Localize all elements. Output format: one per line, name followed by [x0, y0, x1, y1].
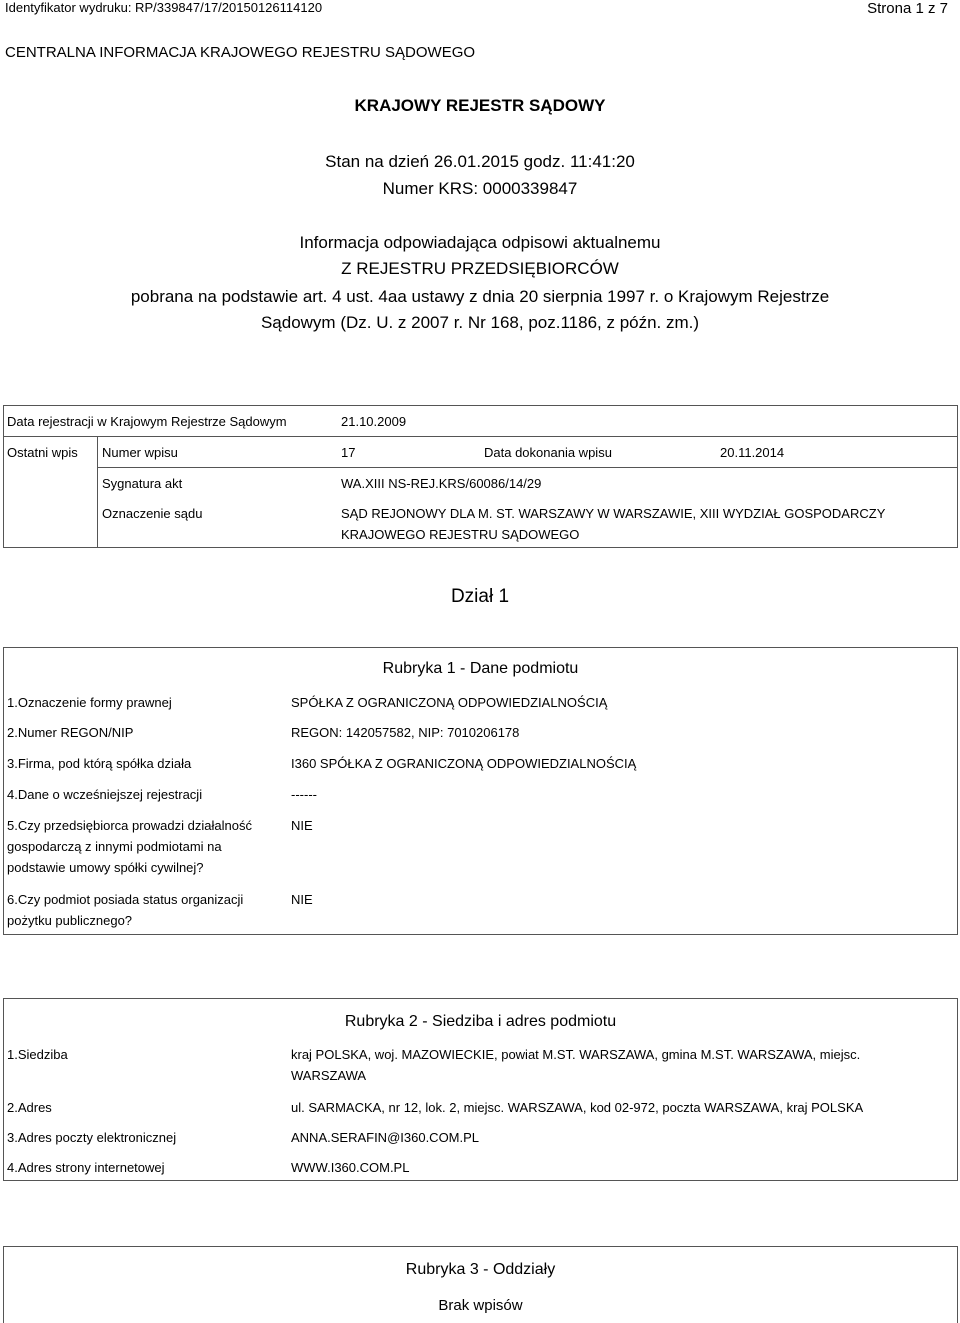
- regon-nip-value: REGON: 142057582, NIP: 7010206178: [291, 725, 520, 740]
- previous-registration-label: 4.Dane o wcześniejszej rejestracji: [7, 787, 203, 802]
- legal-basis-line-1: pobrana na podstawie art. 4 ust. 4aa ustawy z dnia 20 sierpnia 1997 r. o Krajowym Rejestrze: [130, 287, 830, 306]
- seat-value-line-2: WARSZAWA: [291, 1068, 367, 1083]
- entry-divider: [97, 467, 958, 468]
- email-value: ANNA.SERAFIN@I360.COM.PL: [291, 1130, 480, 1145]
- civil-partnership-label-line-1: 5.Czy przedsiębiorca prowadzi działalność: [7, 818, 252, 833]
- seat-label: 1.Siedziba: [7, 1047, 68, 1062]
- entry-number-value: 17: [341, 445, 356, 460]
- no-entries-text: Brak wpisów: [438, 1297, 523, 1314]
- info-line-2: Z REJESTRU PRZEDSIĘBIORCÓW: [341, 259, 619, 278]
- registration-date-label: Data rejestracji w Krajowym Rejestrze Sądowym: [7, 414, 287, 429]
- state-date: Stan na dzień 26.01.2015 godz. 11:41:20: [325, 152, 635, 171]
- registration-date-value: 21.10.2009: [341, 414, 407, 429]
- court-value-line-2: KRAJOWEGO REJESTRU SĄDOWEGO: [341, 527, 580, 542]
- rubryka-1-title: Rubryka 1 - Dane podmiotu: [382, 660, 579, 677]
- address-label: 2.Adres: [7, 1100, 52, 1115]
- file-signature-value: WA.XIII NS-REJ.KRS/60086/14/29: [341, 476, 542, 491]
- rubryka-2-title: Rubryka 2 - Siedziba i adres podmiotu: [344, 1013, 617, 1030]
- registry-title: KRAJOWY REJESTR SĄDOWY: [354, 96, 606, 115]
- page-number: Strona 1 z 7: [867, 0, 948, 17]
- legal-form-label: 1.Oznaczenie formy prawnej: [7, 695, 172, 710]
- legal-basis-line-2: Sądowym (Dz. U. z 2007 r. Nr 168, poz.1186, z późn. zm.): [260, 313, 700, 332]
- entry-date-label: Data dokonania wpisu: [484, 445, 612, 460]
- entry-column-divider: [97, 436, 98, 548]
- entry-date-value: 20.11.2014: [720, 445, 785, 460]
- last-entry-label: Ostatni wpis: [7, 445, 78, 460]
- company-name-value: I360 SPÓŁKA Z OGRANICZONĄ ODPOWIEDZIALNOŚCIĄ: [291, 756, 637, 771]
- address-value: ul. SARMACKA, nr 12, lok. 2, miejsc. WARSZAWA, kod 02-972, poczta WARSZAWA, kraj POLSKA: [291, 1100, 864, 1115]
- court-label: Oznaczenie sądu: [102, 506, 203, 521]
- company-name-label: 3.Firma, pod którą spółka działa: [7, 756, 192, 771]
- section-title: Dział 1: [450, 586, 510, 607]
- legal-form-value: SPÓŁKA Z OGRANICZONĄ ODPOWIEDZIALNOŚCIĄ: [291, 695, 608, 710]
- print-identifier: Identyfikator wydruku: RP/339847/17/20150126114120: [5, 0, 323, 15]
- rubryka-3-title: Rubryka 3 - Oddziały: [405, 1261, 556, 1278]
- registration-divider: [3, 436, 958, 437]
- public-benefit-label-line-1: 6.Czy podmiot posiada status organizacji: [7, 892, 244, 907]
- regon-nip-label: 2.Numer REGON/NIP: [7, 725, 134, 740]
- civil-partnership-label-line-3: podstawie umowy spółki cywilnej?: [7, 860, 204, 875]
- public-benefit-value: NIE: [291, 892, 313, 907]
- civil-partnership-label-line-2: gospodarczą z innymi podmiotami na: [7, 839, 222, 854]
- court-value-line-1: SĄD REJONOWY DLA M. ST. WARSZAWY W WARSZAWIE, XIII WYDZIAŁ GOSPODARCZY: [341, 506, 886, 521]
- krs-number: Numer KRS: 0000339847: [382, 179, 578, 198]
- website-label: 4.Adres strony internetowej: [7, 1160, 165, 1175]
- seat-value-line-1: kraj POLSKA, woj. MAZOWIECKIE, powiat M.ST. WARSZAWA, gmina M.ST. WARSZAWA, miejsc.: [291, 1047, 861, 1062]
- info-line-1: Informacja odpowiadająca odpisowi aktualnemu: [299, 233, 661, 252]
- previous-registration-value: ------: [291, 787, 317, 802]
- file-signature-label: Sygnatura akt: [102, 476, 183, 491]
- public-benefit-label-line-2: pożytku publicznego?: [7, 913, 133, 928]
- civil-partnership-value: NIE: [291, 818, 313, 833]
- website-value: WWW.I360.COM.PL: [291, 1160, 410, 1175]
- institution-name: CENTRALNA INFORMACJA KRAJOWEGO REJESTRU SĄDOWEGO: [5, 44, 476, 61]
- email-label: 3.Adres poczty elektronicznej: [7, 1130, 177, 1145]
- entry-number-label: Numer wpisu: [102, 445, 178, 460]
